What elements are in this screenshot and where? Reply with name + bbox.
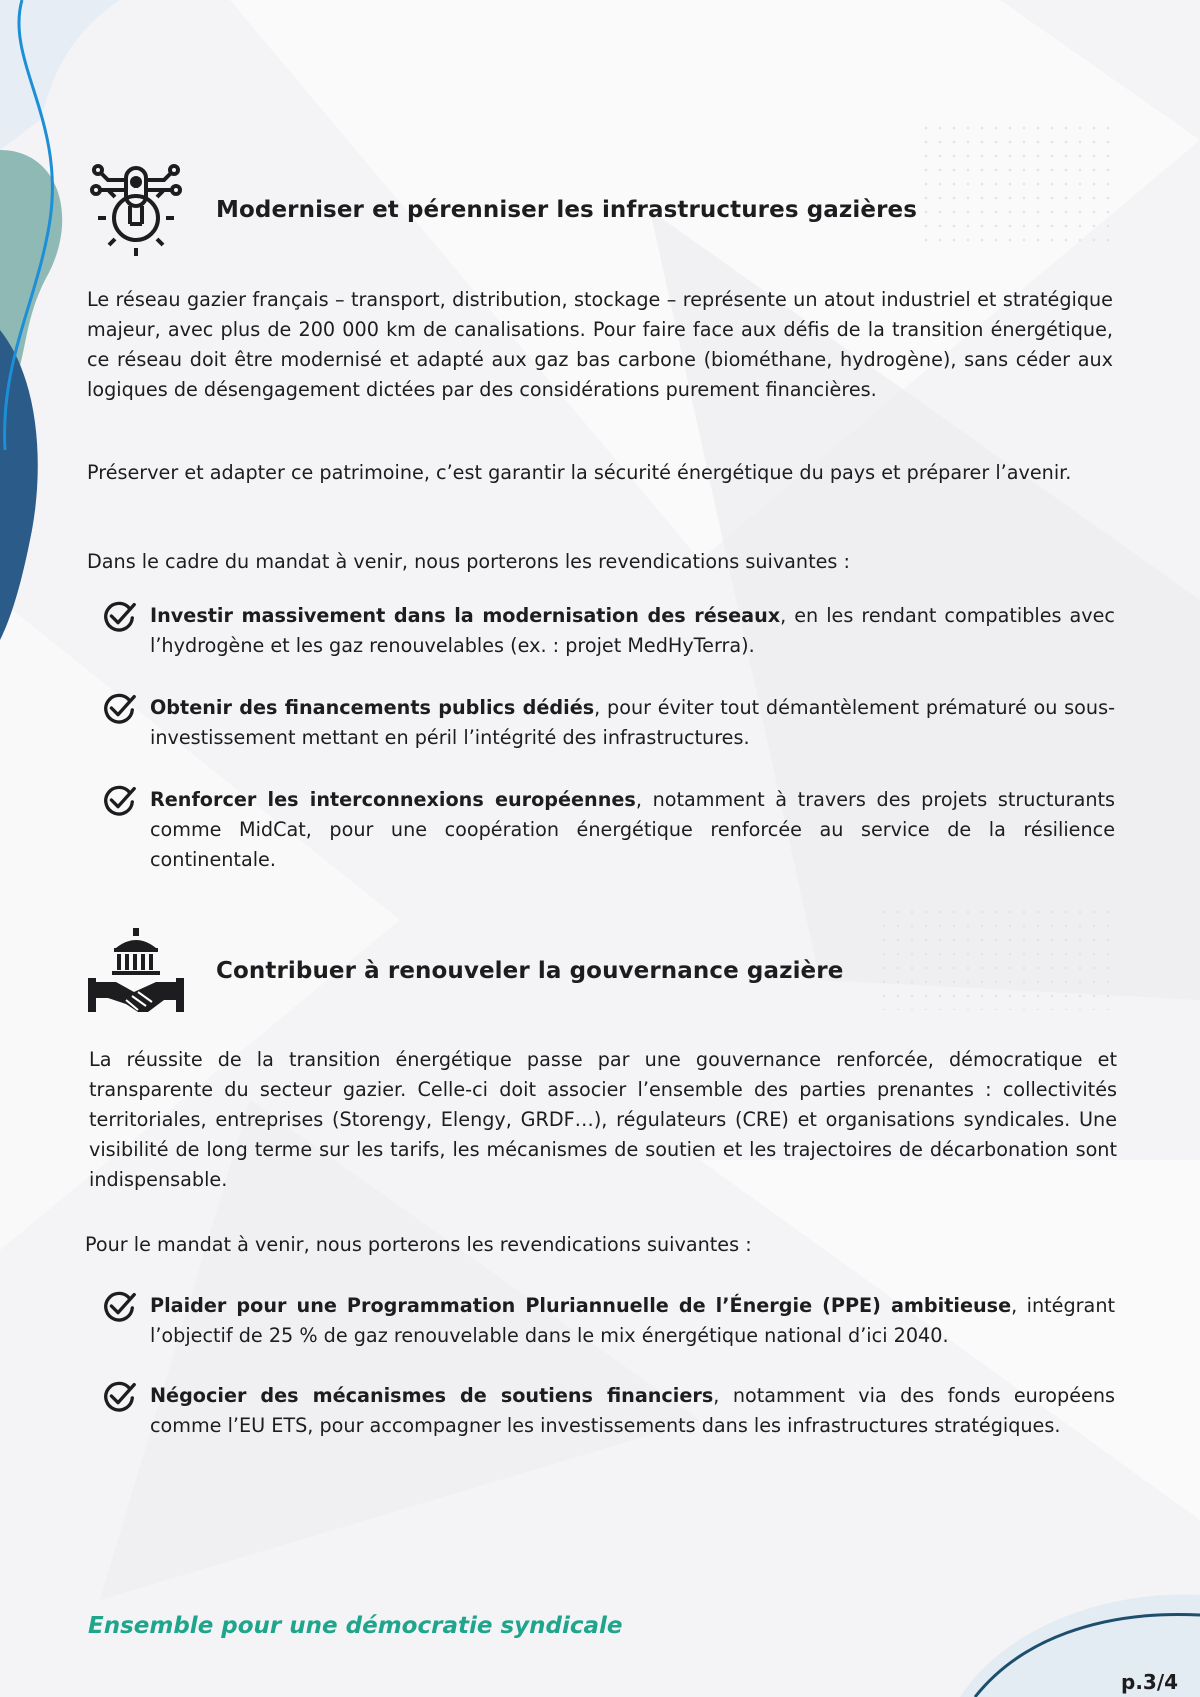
claim-text (150, 601, 1115, 661)
claim-text (150, 1291, 1115, 1351)
claim-bold: Investir massivement dans la modernisation des réseaux (150, 604, 781, 627)
section-2-claim-2 (100, 1381, 1115, 1441)
section-1-claim-3 (100, 785, 1115, 875)
dots-pattern (880, 900, 1120, 1010)
footer-slogan: Ensemble pour une démocratie syndicale (88, 1613, 623, 1639)
check-circle-icon (100, 597, 138, 635)
claim-rest: , notamment via des fonds européens comme l’EU ETS, pour accompagner les investissements dans les infrastructures stratégiques. (150, 1384, 1115, 1437)
section-2-title: Contribuer à renouveler la gouvernance gazière (216, 958, 844, 984)
check-circle-icon (100, 781, 138, 819)
claim-bold: Plaider pour une Programmation Pluriannuelle de l’Énergie (PPE) ambitieuse (150, 1294, 1012, 1317)
gear-network-icon (86, 160, 186, 260)
institution-handshake-icon (86, 926, 186, 1016)
section-1-header (86, 160, 917, 260)
claim-text (150, 693, 1115, 753)
claim-rest: , notamment à travers des projets structurants comme MidCat, pour une coopération énergétique renforcée au service de la résilience continentale. (150, 788, 1116, 871)
claim-rest: , intégrant l’objectif de 25 % de gaz renouvelable dans le mix énergétique national d’ici 2040. (150, 1294, 1115, 1347)
check-circle-icon (100, 1377, 138, 1415)
claim-bold: Négocier des mécanismes de soutiens financiers (150, 1384, 714, 1407)
section-1-claim-1 (100, 601, 1115, 661)
section-2-paragraph-1: La réussite de la transition énergétique passe par une gouvernance renforcée, démocratique et transparente du secteur gazier. Celle-ci doit associer l’ensemble des parties prenantes : collectivités territoriales, entreprises (Storengy, Elengy, GRDF…), régulateurs (CRE) et organisations syndicales. Une visibilité de long terme sur les tarifs, les mécanismes de soutien et les trajectoires de décarbonation sont indispensable. (89, 1048, 1117, 1191)
section-2-intro: Pour le mandat à venir, nous porterons les revendications suivantes : (85, 1233, 752, 1256)
section-1-claim-2 (100, 693, 1115, 753)
check-circle-icon (100, 1287, 138, 1325)
section-1-paragraph-2: Préserver et adapter ce patrimoine, c’est garantir la sécurité énergétique du pays et préparer l’avenir. (87, 461, 1072, 484)
dots-pattern (920, 120, 1120, 250)
claim-text (150, 1381, 1115, 1441)
claim-text (150, 785, 1115, 875)
section-2-claim-1 (100, 1291, 1115, 1351)
claim-bold: Obtenir des financements publics dédiés (150, 696, 595, 719)
section-1-intro: Dans le cadre du mandat à venir, nous porterons les revendications suivantes : (87, 550, 850, 573)
page-number: p.3/4 (1121, 1670, 1179, 1694)
claim-rest: , pour éviter tout démantèlement prématuré ou sous-investissement mettant en péril l’intégrité des infrastructures. (150, 696, 1116, 749)
section-1-title: Moderniser et pérenniser les infrastructures gazières (216, 197, 918, 223)
check-circle-icon (100, 689, 138, 727)
claim-bold: Renforcer les interconnexions européennes (150, 788, 636, 811)
section-1-paragraph-1: Le réseau gazier français – transport, distribution, stockage – représente un atout industriel et stratégique majeur, avec plus de 200 000 km de canalisations. Pour faire face aux défis de la transition énergétique, ce réseau doit être modernisé et adapté aux gaz bas carbone (biométhane, hydrogène), sans céder aux logiques de désengagement dictées par des considérations purement financières. (87, 288, 1113, 401)
claim-rest: , en les rendant compatibles avec l’hydrogène et les gaz renouvelables (ex. : projet MedHyTerra). (150, 604, 1115, 657)
section-2-header (86, 926, 843, 1016)
